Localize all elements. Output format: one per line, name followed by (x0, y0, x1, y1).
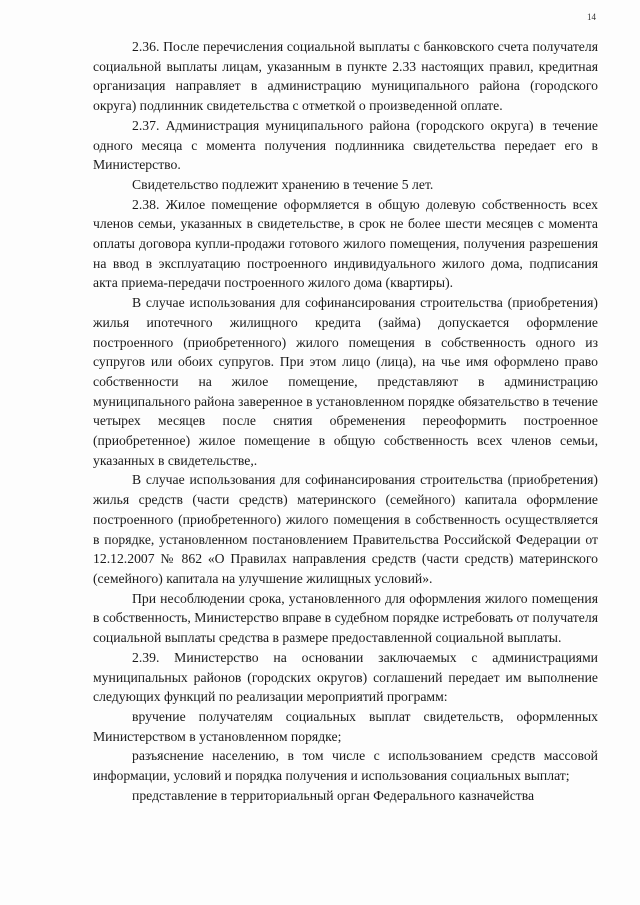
document-body (93, 37, 598, 805)
paragraph-mortgage: В случае использования для софинансирования строительства (приобретения) жилья ипотечного жилищного кредита (займа) допускается оформление построенного (приобретенного) жилого помещения в собственность одного из супругов или обоих супругов. При этом лицо (лица), на чье имя оформлено право собственности на жилое помещение, представляют в администрацию муниципального района заверенное в установленном порядке обязательство в течение четырех месяцев после снятия обременения переоформить построенное (приобретенное) жилое помещение в общую собственность всех членов семьи, указанных в свидетельстве,. (93, 295, 598, 468)
paragraph-2-37: 2.37. Администрация муниципального района (городского округа) в течение одного месяца с момента получения подлинника свидетельства передает его в Министерство. (93, 117, 598, 173)
paragraph-2-39: 2.39. Министерство на основании заключаемых с администрациями муниципальных районов (городских округов) соглашений передает им выполнение следующих функций по реализации мероприятий программ: (93, 649, 598, 705)
paragraph-deadline-breach: При несоблюдении срока, установленного для оформления жилого помещения в собственность, Министерство вправе в судебном порядке истребовать от получателя социальной выплаты средства в размере предоставленной социальной выплаты. (93, 590, 598, 646)
paragraph-2-36: 2.36. После перечисления социальной выплаты с банковского счета получателя социальной выплаты лицам, указанным в пункте 2.33 настоящих правил, кредитная организация направляет в администрацию муниципального района (городского округа) подлинник свидетельства с отметкой о произведенной оплате. (93, 39, 598, 114)
paragraph-maternal-capital: В случае использования для софинансирования строительства (приобретения) жилья средств (части средств) материнского (семейного) капитала оформление построенного (приобретенного) жилого помещения в собственность осуществляется в порядке, установленном постановлением Правительства Российской Федерации от 12.12.2007 № 862 «О Правилах направления средств (части средств) материнского (семейного) капитала на улучшение жилищных условий». (93, 472, 598, 586)
list-item-handover: вручение получателям социальных выплат свидетельств, оформленных Министерством в установленном порядке; (93, 708, 598, 744)
page-number: 14 (587, 12, 596, 22)
paragraph-2-38: 2.38. Жилое помещение оформляется в общую долевую собственность всех членов семьи, указанных в свидетельстве, в срок не более шести месяцев с момента оплаты договора купли-продажи готового жилого помещения, получения разрешения на ввод в эксплуатацию построенного индивидуального жилого дома, подписания акта приема-передачи построенного жилого дома (квартиры). (93, 196, 598, 291)
list-item-explanation: разъяснение населению, в том числе с использованием средств массовой информации, условий и порядка получения и использования социальных выплат; (93, 748, 598, 784)
paragraph-storage: Свидетельство подлежит хранению в течение 5 лет. (132, 176, 434, 192)
list-item-treasury: представление в территориальный орган Федерального казначейства (132, 787, 535, 803)
